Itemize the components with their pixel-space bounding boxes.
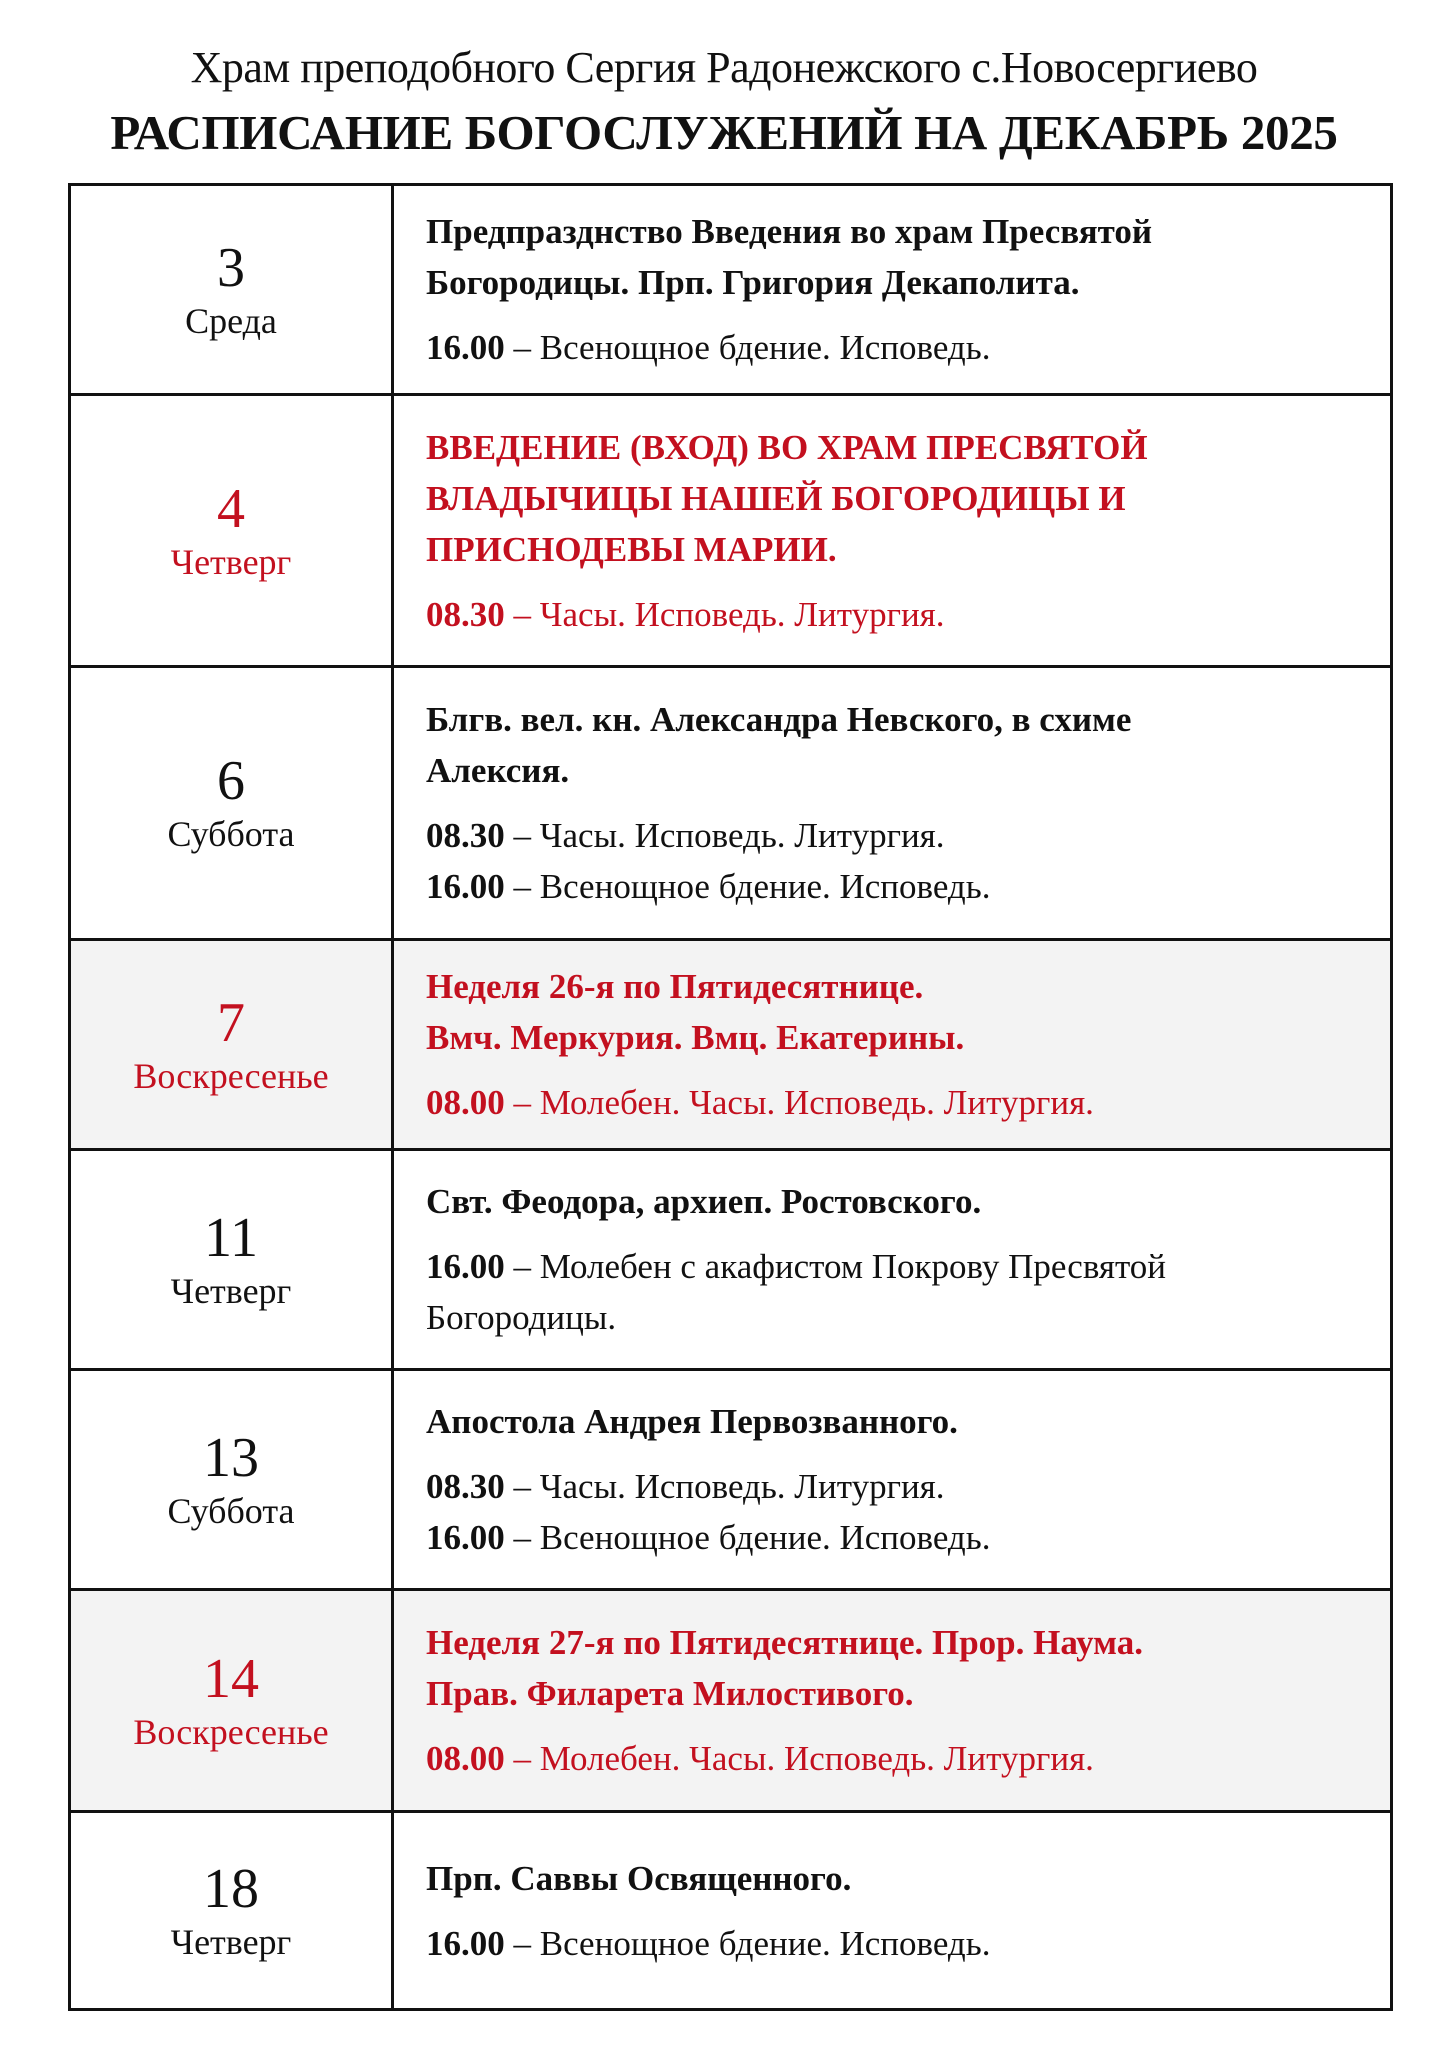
weekday-label: Суббота bbox=[167, 814, 295, 854]
feast-title-line: Неделя 26-я по Пятидесятнице. bbox=[426, 967, 924, 1006]
day-number: 14 bbox=[203, 1647, 259, 1710]
service-description: – Молебен. Часы. Исповедь. Литургия. bbox=[504, 1739, 1094, 1778]
service-time: 16.00 bbox=[426, 1247, 505, 1286]
day-number: 3 bbox=[217, 236, 245, 299]
weekday-label: Воскресенье bbox=[133, 1711, 329, 1752]
date-cell bbox=[70, 1150, 393, 1370]
service-description: – Молебен с акафистом Покрову Пресвятой bbox=[504, 1247, 1167, 1286]
services-cell bbox=[393, 1590, 1392, 1812]
service-time: 08.00 bbox=[426, 1739, 505, 1778]
service-entry bbox=[426, 1461, 1376, 1512]
service-entry bbox=[426, 861, 1376, 912]
weekday-label: Суббота bbox=[167, 1490, 295, 1531]
weekday-label: Четверг bbox=[170, 1921, 292, 1962]
service-entry bbox=[426, 1512, 1376, 1563]
service-description: – Часы. Исповедь. Литургия. bbox=[504, 1467, 945, 1506]
service-entry bbox=[426, 1241, 1376, 1292]
service-entry bbox=[426, 1918, 1376, 1969]
date-cell bbox=[70, 1590, 393, 1812]
services-cell bbox=[393, 940, 1392, 1150]
schedule-row bbox=[70, 940, 1392, 1150]
feast-title-line: Прав. Филарета Милостивого. bbox=[426, 1674, 914, 1713]
weekday-label: Воскресенье bbox=[133, 1055, 329, 1096]
service-description: – Всенощное бдение. Исповедь. bbox=[504, 1923, 991, 1963]
service-time: 08.30 bbox=[426, 816, 505, 855]
weekday-label: Четверг bbox=[170, 541, 292, 582]
feast-title-line: Предпразднство Введения во храм Пресвятой bbox=[426, 212, 1153, 251]
schedule-title: РАСПИСАНИЕ БОГОСЛУЖЕНИЙ НА ДЕКАБРЬ 2025 bbox=[110, 105, 1338, 160]
date-cell bbox=[70, 185, 393, 395]
date-cell bbox=[70, 1370, 393, 1590]
services-cell bbox=[393, 185, 1392, 395]
service-time: 08.30 bbox=[426, 594, 505, 634]
weekday-label: Четверг bbox=[170, 1270, 292, 1311]
weekday-label: Среда bbox=[185, 300, 277, 341]
feast-title-line: Неделя 27-я по Пятидесятнице. Прор. Наума. bbox=[426, 1623, 1143, 1662]
service-description-continued: Богородицы. bbox=[426, 1298, 617, 1337]
service-time: 08.30 bbox=[426, 1467, 505, 1506]
service-time: 16.00 bbox=[426, 1518, 505, 1557]
service-description: – Всенощное бдение. Исповедь. bbox=[504, 867, 991, 906]
service-description: – Часы. Исповедь. Литургия. bbox=[504, 816, 945, 855]
date-cell bbox=[70, 1812, 393, 2010]
service-description: – Молебен. Часы. Исповедь. Литургия. bbox=[504, 1083, 1094, 1122]
schedule-row bbox=[70, 1590, 1392, 1812]
schedule-row bbox=[70, 395, 1392, 667]
feast-title-line: Блгв. вел. кн. Александра Невского, в схиме bbox=[426, 700, 1132, 739]
date-cell bbox=[70, 667, 393, 940]
service-entry bbox=[426, 1733, 1376, 1784]
feast-title-line: ПРИСНОДЕВЫ МАРИИ. bbox=[426, 529, 837, 569]
date-cell bbox=[70, 940, 393, 1150]
services-cell bbox=[393, 667, 1392, 940]
feast-title-line: Алексия. bbox=[426, 751, 570, 790]
day-number: 4 bbox=[217, 477, 245, 540]
schedule-table bbox=[68, 183, 1393, 2011]
service-entry bbox=[426, 1077, 1376, 1128]
service-description: – Часы. Исповедь. Литургия. bbox=[504, 594, 945, 634]
feast-title-line: Богородицы. Прп. Григория Декаполита. bbox=[426, 263, 1080, 302]
service-time: 16.00 bbox=[426, 328, 505, 367]
schedule-row bbox=[70, 185, 1392, 395]
feast-title-line: Вмч. Меркурия. Вмц. Екатерины. bbox=[426, 1018, 965, 1057]
church-name: Храм преподобного Сергия Радонежского с.Новосергиево bbox=[190, 43, 1258, 92]
service-description: – Всенощное бдение. Исповедь. bbox=[504, 1518, 991, 1557]
schedule-row bbox=[70, 1150, 1392, 1370]
service-time: 16.00 bbox=[426, 1923, 505, 1963]
service-time: 16.00 bbox=[426, 867, 505, 906]
schedule-row bbox=[70, 1370, 1392, 1590]
feast-title-line: Свт. Феодора, архиеп. Ростовского. bbox=[426, 1182, 982, 1221]
services-cell bbox=[393, 395, 1392, 667]
schedule-row bbox=[70, 1812, 1392, 2010]
day-number: 7 bbox=[217, 991, 245, 1054]
day-number: 6 bbox=[217, 750, 245, 812]
day-number: 11 bbox=[204, 1206, 258, 1269]
service-entry bbox=[426, 810, 1376, 861]
day-number: 13 bbox=[203, 1426, 259, 1489]
feast-title-line: ВЛАДЫЧИЦЫ НАШЕЙ БОГОРОДИЦЫ И bbox=[426, 478, 1126, 518]
service-description: – Всенощное бдение. Исповедь. bbox=[504, 328, 991, 367]
day-number: 18 bbox=[203, 1857, 259, 1920]
date-cell bbox=[70, 395, 393, 667]
feast-title-line: ВВЕДЕНИЕ (ВХОД) ВО ХРАМ ПРЕСВЯТОЙ bbox=[426, 427, 1148, 467]
schedule-row bbox=[70, 667, 1392, 940]
service-entry bbox=[426, 589, 1376, 640]
service-time: 08.00 bbox=[426, 1083, 505, 1122]
services-cell bbox=[393, 1370, 1392, 1590]
services-cell bbox=[393, 1812, 1392, 2010]
feast-title-line: Апостола Андрея Первозванного. bbox=[426, 1402, 958, 1441]
feast-title-line: Прп. Саввы Освященного. bbox=[426, 1858, 852, 1898]
services-cell bbox=[393, 1150, 1392, 1370]
service-entry bbox=[426, 322, 1376, 373]
